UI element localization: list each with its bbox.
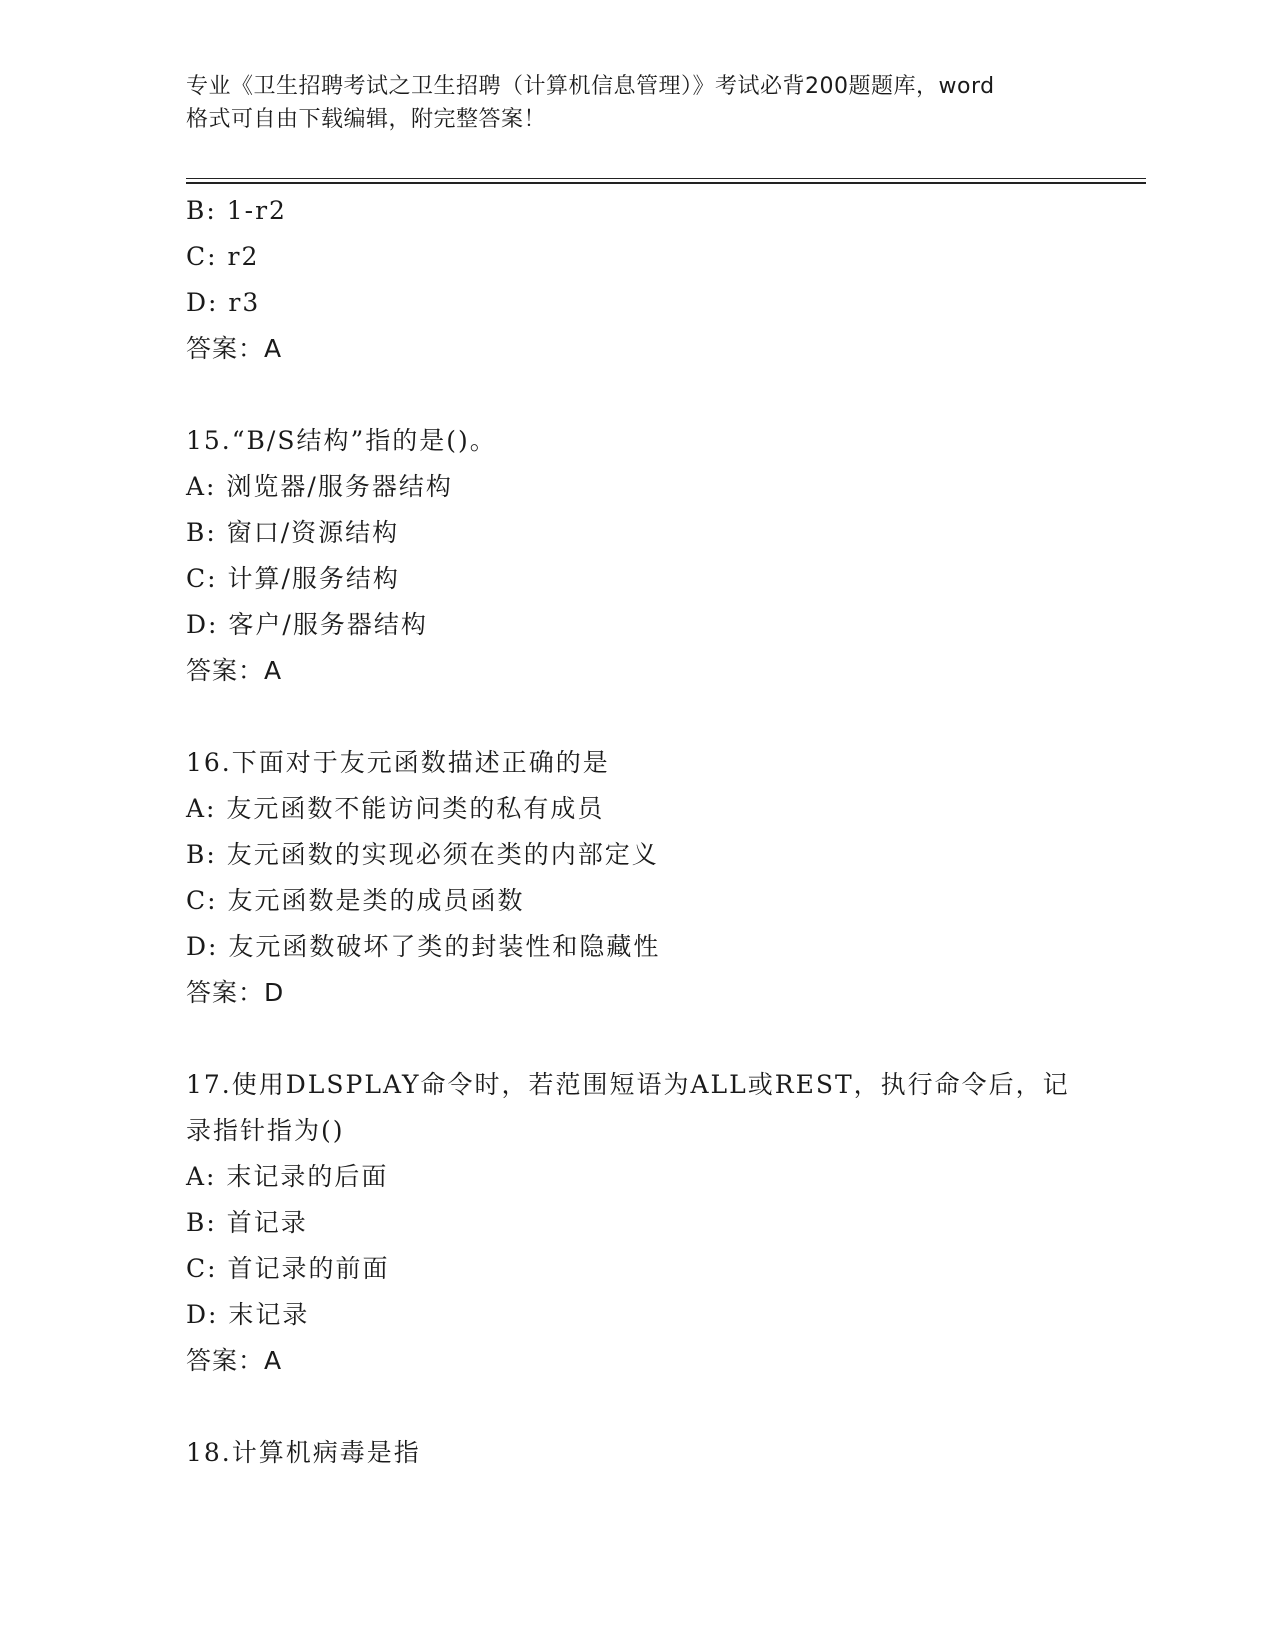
- option-b: B: 友元函数的实现必须在类的内部定义: [186, 840, 659, 869]
- option-d: D: 客户/服务器结构: [186, 610, 428, 639]
- option-a: A: 友元函数不能访问类的私有成员: [186, 794, 605, 823]
- option-d: D: r3: [186, 288, 261, 317]
- header-rule-thin: [186, 178, 1146, 179]
- header-line-1: 专业《卫生招聘考试之卫生招聘（计算机信息管理）》考试必背200题题库，word: [186, 74, 995, 99]
- option-d: D: 末记录: [186, 1300, 310, 1329]
- question-14-continued: [186, 188, 1086, 372]
- question-16: [186, 740, 1086, 1016]
- option-b: B: 窗口/资源结构: [186, 518, 400, 547]
- spacer: [186, 372, 1086, 418]
- option-c: C: 友元函数是类的成员函数: [186, 886, 525, 915]
- spacer: [186, 694, 1086, 740]
- question-15: [186, 418, 1086, 694]
- question-title: 16.下面对于友元函数描述正确的是: [186, 748, 610, 777]
- question-17: [186, 1062, 1086, 1384]
- option-b: B: 首记录: [186, 1208, 308, 1237]
- header-line-2: 格式可自由下载编辑，附完整答案！: [186, 107, 547, 132]
- option-c: C: 计算/服务结构: [186, 564, 400, 593]
- option-b: B: 1-r2: [186, 196, 287, 225]
- option-a: A: 浏览器/服务器结构: [186, 472, 453, 501]
- spacer: [186, 1384, 1086, 1430]
- question-title-line-2: 录指针指为(): [186, 1116, 345, 1145]
- option-c: C: r2: [186, 242, 260, 271]
- question-18: [186, 1430, 1086, 1476]
- answer-line: 答案：A: [186, 656, 283, 685]
- question-title-line-1: 17.使用DLSPLAY命令时，若范围短语为ALL或REST，执行命令后，记: [186, 1070, 1070, 1099]
- option-d: D: 友元函数破坏了类的封装性和隐藏性: [186, 932, 661, 961]
- option-c: C: 首记录的前面: [186, 1254, 390, 1283]
- answer-line: 答案：A: [186, 334, 283, 363]
- document-header: [186, 70, 1086, 136]
- question-title: 18.计算机病毒是指: [186, 1438, 421, 1467]
- answer-line: 答案：D: [186, 978, 285, 1007]
- spacer: [186, 1016, 1086, 1062]
- option-a: A: 末记录的后面: [186, 1162, 389, 1191]
- header-rule-thick: [186, 182, 1146, 184]
- document-body: [186, 188, 1086, 1476]
- answer-line: 答案：A: [186, 1346, 283, 1375]
- question-title: 15.“B/S结构”指的是()。: [186, 426, 497, 455]
